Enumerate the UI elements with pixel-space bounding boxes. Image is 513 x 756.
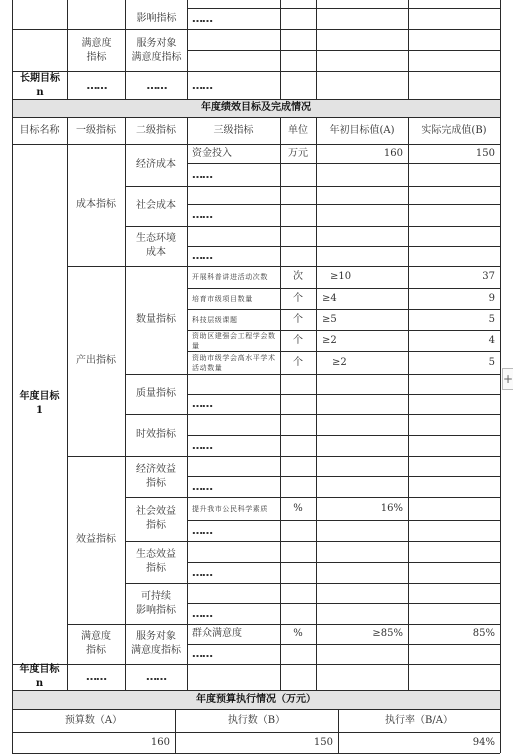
satisfaction-l1-label: 满意度 指标 [81,37,112,63]
ellipsis: …… [146,78,167,92]
exec-value: 150 [313,736,333,748]
ellipsis: …… [192,208,212,221]
output-row-name: 开展科普讲进活动次数 [192,273,268,281]
output-row-unit: 次 [293,271,303,282]
long-term-goal-n: 长期目标 n [20,72,60,98]
output-row-name: 资助区建强会工程学会数量 [192,331,276,350]
output-row-actual: 37 [482,271,495,282]
budget-section-title: 年度预算执行情况（万元） [196,693,316,705]
output-indicator-label: 产出指标 [76,355,116,366]
ellipsis: …… [192,479,212,493]
output-row-name: 培育市级项目数量 [192,294,253,303]
output-row-actual: 9 [488,292,495,304]
satisfaction-actual: 85% [472,628,495,639]
ecological-cost-label: 生态环境 成本 [136,233,176,258]
ellipsis: …… [192,397,212,410]
social-benefit-item: 提升我市公民科学素质 [192,504,268,513]
output-row-target: ≥2 [322,334,337,346]
social-cost-label: 社会成本 [136,200,176,211]
benefit-indicator-label: 效益指标 [76,534,116,545]
header-target: 年初目标值(A) [329,124,395,136]
timeliness-indicator-label: 时效指标 [136,429,176,440]
social-benefit-target: 16% [380,502,403,514]
annual-goal-n: 年度目标 n [19,664,60,689]
ellipsis: …… [192,78,212,92]
header-level1: 一级指标 [76,124,116,136]
ellipsis: …… [192,438,212,452]
output-row-name: 资助市级学会高水平学术活动数量 [192,353,276,372]
economic-benefit-label: 经济效益 指标 [136,463,176,489]
output-row-target: ≥5 [322,313,337,325]
annual-goal-1: 年度目标 1 [19,391,60,416]
fund-actual: 150 [475,147,495,159]
exec-label: 执行数（B） [227,714,286,726]
output-row-unit: 个 [293,334,303,346]
rate-label: 执行率（B/A） [385,714,453,726]
social-benefit-unit: % [293,502,303,514]
cost-indicator-label: 成本指标 [76,199,116,210]
fund-input-label: 资金投入 [192,147,232,159]
output-row-actual: 5 [488,356,495,368]
satisfaction-target: ≥85% [372,628,403,639]
fund-unit: 万元 [288,147,308,159]
output-row-unit: 个 [293,356,303,368]
ellipsis: …… [86,78,107,92]
satisfaction-unit: % [293,628,303,639]
budget-value: 160 [150,736,170,748]
satisfaction-l2-label: 服务对象 满意度指标 [131,37,182,63]
ellipsis: …… [192,249,212,262]
sustainable-impact-label: 可持续 影响指标 [136,590,176,616]
expand-plus-icon[interactable]: + [502,368,513,390]
economic-cost-label: 经济成本 [136,159,176,170]
ellipsis: …… [192,606,212,620]
output-row-target: ≥4 [322,292,337,304]
annual-section-title: 年度绩效目标及完成情况 [201,102,311,113]
output-row-target: ≥10 [330,271,352,282]
budget-label: 预算数（A） [64,714,123,726]
output-row-unit: 个 [293,292,303,304]
ecological-benefit-label: 生态效益 指标 [136,549,176,574]
satisfaction-item: 群众满意度 [192,628,242,639]
ellipsis: …… [146,670,166,683]
header-level2: 二级指标 [136,124,176,136]
quality-indicator-label: 质量指标 [136,388,176,399]
satisfaction-l1-label: 满意度 指标 [81,631,111,656]
output-row-actual: 5 [488,313,495,325]
output-row-actual: 4 [488,334,495,346]
header-level3: 三级指标 [213,124,254,136]
ellipsis: …… [86,670,106,683]
quantity-indicator-label: 数量指标 [136,314,176,325]
fund-target: 160 [383,147,403,159]
ellipsis: …… [192,647,212,660]
output-row-name: 科技层级课题 [192,315,238,324]
header-unit: 单位 [288,124,308,136]
ellipsis: …… [192,565,212,579]
satisfaction-l2-label: 服务对象 满意度指标 [131,631,181,656]
output-row-unit: 个 [293,313,303,325]
ellipsis: …… [192,523,212,537]
ellipsis: …… [192,167,212,181]
output-row-target: ≥2 [332,356,347,368]
ellipsis: …… [192,11,212,25]
header-goal-name: 目标名称 [19,124,60,136]
impact-indicator-label: 影响指标 [136,12,177,24]
social-benefit-label: 社会效益 指标 [136,506,176,531]
rate-value: 94% [472,736,495,748]
header-actual: 实际完成值(B) [421,124,487,136]
